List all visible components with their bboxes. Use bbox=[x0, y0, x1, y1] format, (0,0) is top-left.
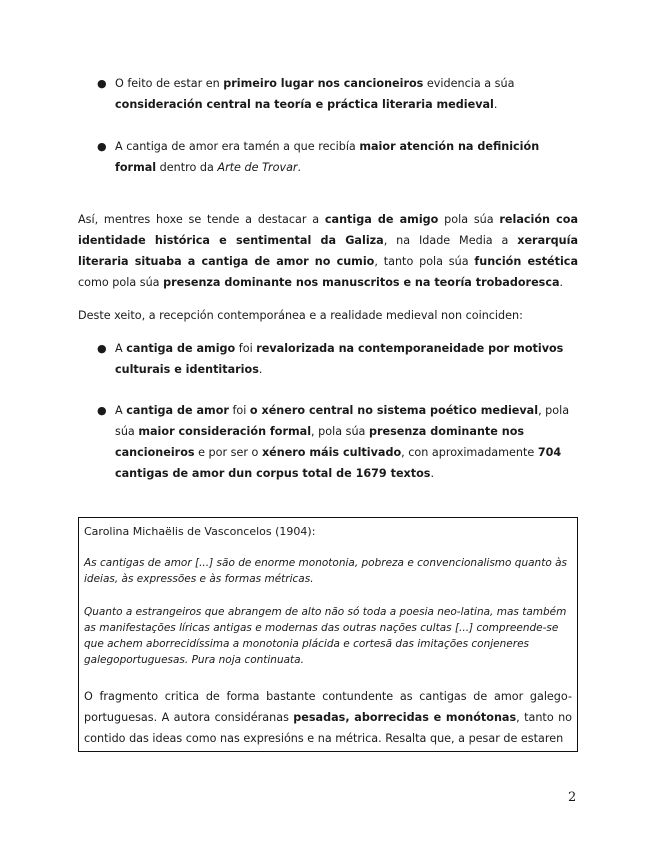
text-run: . bbox=[493, 98, 498, 111]
bold-text: presenza dominante nos manuscritos e na teoría trobadoresca bbox=[163, 276, 560, 289]
text-run: pola súa bbox=[438, 213, 500, 226]
paragraph-asi bbox=[78, 209, 578, 293]
bold-text: primeiro lugar nos cancioneiros bbox=[223, 77, 424, 90]
text-run: , pola súa bbox=[311, 425, 369, 438]
bold-text: cantiga de amigo bbox=[324, 213, 439, 226]
bold-text: xerarquía literaria situaba a cantiga de amor no cumio bbox=[78, 234, 578, 268]
bold-text: 704 cantigas de amor dun corpus total de 1679 textos bbox=[115, 446, 562, 480]
bold-text: cantiga de amor bbox=[126, 404, 229, 417]
text-run: e por ser o bbox=[194, 446, 262, 459]
page-number: 2 bbox=[568, 790, 577, 805]
text-run: foi bbox=[228, 404, 250, 417]
bold-text: función estética bbox=[474, 255, 578, 268]
text-run: , na Idade Media a bbox=[383, 234, 518, 247]
text-run: evidencia a súa bbox=[423, 77, 515, 90]
bold-text: presenza dominante nos cancioneiros bbox=[115, 425, 525, 459]
bullet-text bbox=[115, 338, 577, 380]
bullet-marker: ● bbox=[97, 77, 107, 90]
text-run: Así, mentres hoxe se tende a destacar a bbox=[78, 213, 325, 226]
bold-text: cantiga de amigo bbox=[126, 342, 236, 355]
text-run: O fragmento critica de forma bastante contundente as cantigas de amor galego-portuguesas. A autora considéranas bbox=[84, 690, 572, 724]
bold-text: maior consideración formal bbox=[138, 425, 312, 438]
text-run: . bbox=[559, 276, 564, 289]
quote-author: Carolina Michaëlis de Vasconcelos (1904): bbox=[84, 525, 316, 538]
text-run: como pola súa bbox=[78, 276, 164, 289]
text-run: foi bbox=[235, 342, 257, 355]
bold-text: pesadas, aborrecidas e monótonas bbox=[293, 711, 517, 724]
text-run: . bbox=[297, 161, 302, 174]
bullet-marker: ● bbox=[97, 404, 107, 417]
bold-text: xénero máis cultivado bbox=[261, 446, 402, 459]
text-run: A cantiga de amor era tamén a que recibía bbox=[115, 140, 360, 153]
text-run: O feito de estar en bbox=[115, 77, 224, 90]
text-run: , tanto no contido das ideas como nas expresións e na métrica. Resalta que, a pesar de estaren bbox=[84, 711, 572, 745]
bullet-marker: ● bbox=[97, 140, 107, 153]
bullet-marker: ● bbox=[97, 342, 107, 355]
text-run: . bbox=[258, 363, 263, 376]
quote-box bbox=[78, 517, 578, 752]
text-run: dentro da bbox=[156, 161, 218, 174]
bullet-text bbox=[115, 400, 577, 484]
bold-text: o xénero central no sistema poético medieval bbox=[249, 404, 539, 417]
bold-text: revalorizada na contemporaneidade por motivos culturais e identitarios bbox=[115, 342, 564, 376]
text-run: , pola súa bbox=[115, 404, 570, 438]
bold-text: maior atención na definición formal bbox=[115, 140, 540, 174]
bullet-text bbox=[115, 136, 577, 178]
text-run: , con aproximadamente bbox=[401, 446, 538, 459]
bold-text: consideración central na teoría e práctica literaria medieval bbox=[115, 98, 494, 111]
text-run: , tanto pola súa bbox=[374, 255, 475, 268]
bullet-text bbox=[115, 73, 577, 115]
text-run: A bbox=[115, 404, 127, 417]
italic-text: Arte de Trovar bbox=[217, 161, 298, 174]
bold-text: relación coa identidade histórica e sentimental da Galiza bbox=[78, 213, 578, 247]
paragraph-deste: Deste xeito, a recepción contemporánea e a realidade medieval non coinciden: bbox=[78, 309, 523, 322]
quote-text: As cantigas de amor [...] são de enorme monotonia, pobreza e convencionalismo quanto às ideias, às expressões e às formas métricas. bbox=[84, 557, 567, 585]
quote-text: Quanto a estrangeiros que abrangem de alto não só toda a poesia neo-latina, mas também as manifestações líricas antigas e modernas das outras nações cultas [...] compreende-se que achem aborrecidíssima a monotonia plácida e cortesã das imitações conjeneres galegoportuguesas. Pura noja continuata. bbox=[84, 606, 567, 666]
commentary-text bbox=[84, 686, 572, 749]
text-run: A bbox=[115, 342, 127, 355]
text-run: . bbox=[430, 467, 435, 480]
